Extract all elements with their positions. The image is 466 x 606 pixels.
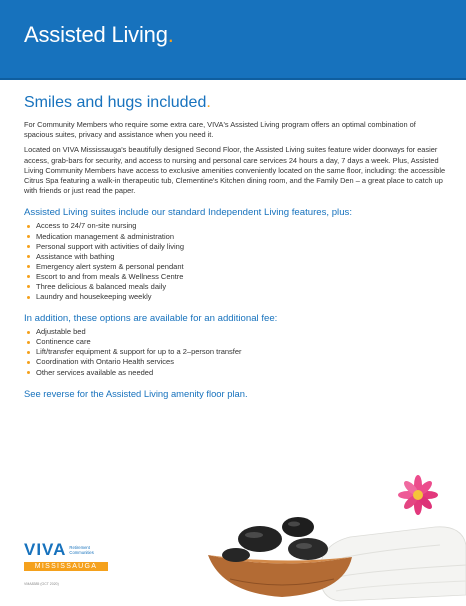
list-item: Medication management & administration: [36, 232, 446, 242]
additional-options-heading: In addition, these options are available for an additional fee:: [24, 313, 278, 325]
headline-accent-dot: .: [206, 94, 211, 111]
logo-brand: VIVA: [24, 540, 67, 559]
logo-subtitle: Retirement Communities: [69, 545, 94, 555]
viva-logo: [24, 540, 108, 571]
list-item: Emergency alert system & personal pendant: [36, 262, 446, 272]
list-item: Continence care: [36, 337, 446, 347]
standard-features-list: [24, 221, 446, 302]
list-item: Lift/transfer equipment & support for up to a 2–person transfer: [36, 347, 446, 357]
additional-options-list: [24, 327, 446, 377]
title-accent-dot: .: [167, 22, 174, 47]
page-title: [24, 22, 174, 48]
list-item: Other services available as needed: [36, 368, 446, 378]
list-item: Laundry and housekeeping weekly: [36, 292, 446, 302]
intro-paragraph-1: For Community Members who require some extra care, VIVA's Assisted Living program offers an optimal combination of spacious suites, privacy and assistance when you need it.: [24, 120, 416, 140]
standard-features-heading: Assisted Living suites include our standard Independent Living features, plus:: [24, 207, 352, 219]
main-content: [24, 94, 446, 399]
page-title-text: Assisted Living: [24, 22, 168, 47]
list-item: Personal support with activities of daily living: [36, 242, 446, 252]
spa-photo-illustration: [200, 475, 466, 606]
header-banner: [0, 0, 466, 78]
intro-headline-text: Smiles and hugs included: [24, 94, 207, 111]
logo-location: MISSISSAUGA: [24, 562, 108, 571]
list-item: Access to 24/7 on-site nursing: [36, 221, 446, 231]
list-item: Assistance with bathing: [36, 252, 446, 262]
list-item: Coordination with Ontario Health services: [36, 357, 446, 367]
intro-paragraph-2: Located on VIVA Mississauga's beautifully designed Second Floor, the Assisted Living suites feature wider doorways for easier access, grab-bars for security, and access to nursing and personal care services 24 hours a day, 7 days a week. Plus, Assisted Living Community Members have access to exclusive amenities conveniently located on the same floor, including: the accessible Citrus Spa featuring a walk-in therapeutic tub, Clementine's Kitchen dining room, and the Family Den – a great place to catch up with friends or just read the paper.: [24, 145, 446, 196]
intro-headline: [24, 94, 446, 112]
list-item: Escort to and from meals & Wellness Centre: [36, 272, 446, 282]
list-item: Three delicious & balanced meals daily: [36, 282, 446, 292]
see-reverse-note: See reverse for the Assisted Living amenity floor plan.: [24, 387, 248, 399]
document-code: VMA8385 (OCT 2020): [24, 582, 59, 586]
header-rule: [0, 78, 466, 80]
list-item: Adjustable bed: [36, 327, 446, 337]
